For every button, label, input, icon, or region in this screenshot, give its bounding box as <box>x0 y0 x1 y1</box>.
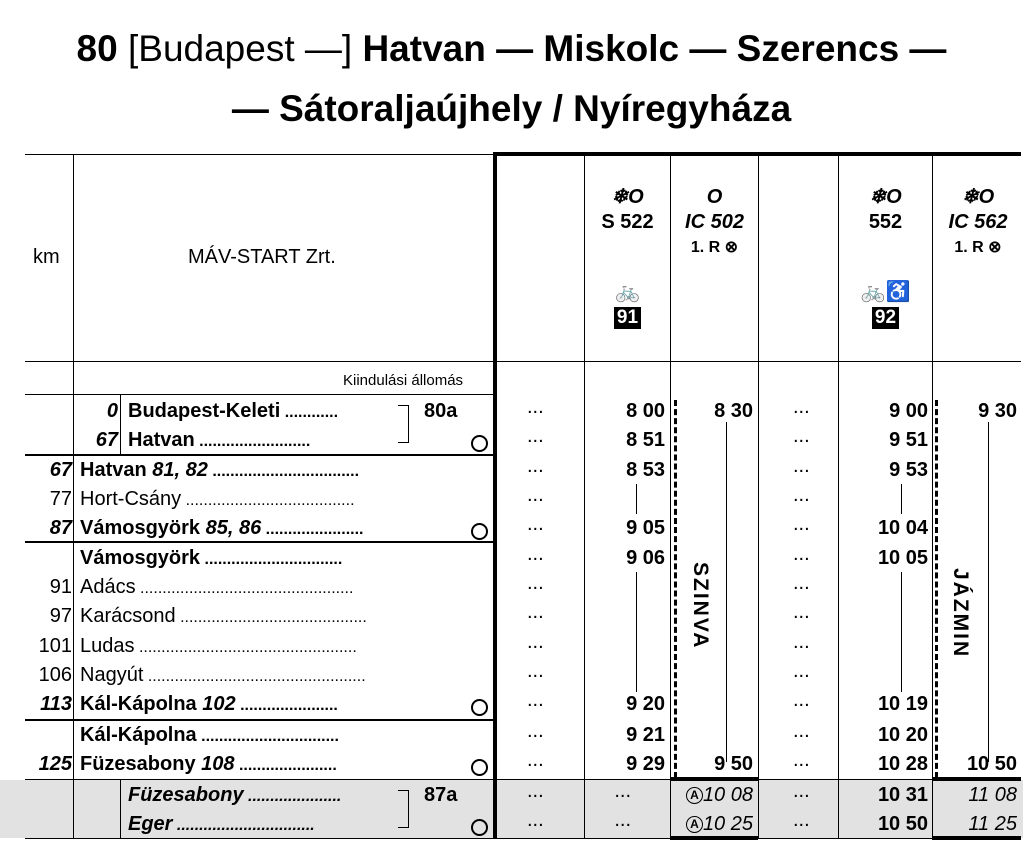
no-service: ... <box>527 780 544 802</box>
station-km: 91 <box>49 576 72 598</box>
route-badge: 92 <box>872 307 899 329</box>
time-ic502: 8 30 <box>714 400 753 422</box>
no-service: ... <box>793 631 810 653</box>
stop-marker-icon <box>471 523 488 540</box>
station-km: 67 <box>95 429 118 451</box>
no-service: ... <box>793 543 810 565</box>
time-s522: ... <box>614 809 631 831</box>
no-service: ... <box>527 660 544 682</box>
station-name: Adács ................................................ <box>80 576 354 598</box>
time-552: 9 00 <box>889 400 928 422</box>
no-service: ... <box>793 425 810 447</box>
no-service: ... <box>793 780 810 802</box>
station-name: Eger ............................... <box>128 813 315 835</box>
time-552: 9 51 <box>889 429 928 451</box>
page-title-line2: — Sátoraljaújhely / Nyíregyháza <box>231 88 792 129</box>
no-service: ... <box>527 720 544 742</box>
train-name-jazmin: JÁZMIN <box>949 568 972 659</box>
station-km: 77 <box>49 488 72 510</box>
stop-marker-icon <box>471 759 488 776</box>
time-s522: 9 20 <box>626 693 665 715</box>
station-km: 101 <box>38 635 72 657</box>
time-ic562: 11 08 <box>968 784 1017 806</box>
no-service: ... <box>793 601 810 623</box>
origin-label: Kiindulási állomás <box>343 372 464 389</box>
no-service: ... <box>793 455 810 477</box>
time-s522: 9 05 <box>626 517 665 539</box>
time-s522: 9 06 <box>626 547 665 569</box>
a-note-icon: A <box>686 816 703 833</box>
time-552: 10 31 <box>877 784 928 806</box>
no-service: ... <box>793 513 810 535</box>
no-service: ... <box>527 513 544 535</box>
no-service: ... <box>793 572 810 594</box>
no-service: ... <box>793 720 810 742</box>
operator-header: MÁV-START Zrt. <box>188 246 336 268</box>
station-name: Kál-Kápolna 102 ...................... <box>80 693 338 715</box>
time-ic562: 11 25 <box>968 813 1017 835</box>
no-service: ... <box>527 396 544 418</box>
station-name: Vámosgyörk ............................... <box>80 547 343 569</box>
time-552: 10 19 <box>877 693 928 715</box>
time-ic502: 9 50 <box>714 753 753 775</box>
train-name-szinva: SZINVA <box>689 562 712 650</box>
station-km: 0 <box>106 400 118 422</box>
station-km: 125 <box>38 753 72 775</box>
no-service: ... <box>793 749 810 771</box>
page-title-line1: 80 [Budapest —] Hatvan — Miskolc — Szerencs — <box>76 28 947 69</box>
time-552: 10 20 <box>877 724 928 746</box>
station-km: 67 <box>49 459 72 481</box>
station-name: Budapest-Keleti ............ <box>128 400 339 422</box>
no-service: ... <box>793 660 810 682</box>
train-header-ic502: O IC 502 1. R ⊗ <box>671 185 758 260</box>
stop-marker-icon <box>471 435 488 452</box>
no-service: ... <box>527 572 544 594</box>
time-552: 10 28 <box>877 753 928 775</box>
train-header-552: ❄O 552 🚲♿ 92 <box>839 185 932 330</box>
ref-table: 80a <box>424 400 458 422</box>
no-service: ... <box>527 749 544 771</box>
route-badge: 91 <box>614 307 641 329</box>
km-header: km <box>33 246 60 268</box>
a-note-icon: A <box>686 787 703 804</box>
station-name: Füzesabony ..................... <box>128 784 342 806</box>
time-s522: 8 53 <box>626 459 665 481</box>
train-header-ic562: ❄O IC 562 1. R ⊗ <box>933 185 1023 260</box>
no-service: ... <box>527 543 544 565</box>
bicycle-wheelchair-icon: 🚲♿ <box>860 281 911 303</box>
time-552: 10 05 <box>877 547 928 569</box>
time-552: 9 53 <box>889 459 928 481</box>
no-service: ... <box>793 689 810 711</box>
station-name: Karácsond .......................................... <box>80 605 367 627</box>
station-km: 97 <box>49 605 72 627</box>
time-s522: 9 29 <box>626 753 665 775</box>
time-ic562: 9 30 <box>978 400 1017 422</box>
no-service: ... <box>527 484 544 506</box>
station-name: Hatvan 81, 82 ................................. <box>80 459 360 481</box>
no-service: ... <box>527 631 544 653</box>
time-s522: ... <box>614 780 631 802</box>
station-km: 113 <box>40 693 72 715</box>
reservation-icon: 1. R ⊗ <box>690 239 739 256</box>
stop-marker-icon <box>471 819 488 836</box>
reservation-icon: 1. R ⊗ <box>954 239 1002 256</box>
bicycle-icon: 🚲 <box>615 281 640 303</box>
station-name: Kál-Kápolna ............................... <box>80 724 339 746</box>
no-service: ... <box>527 455 544 477</box>
no-service: ... <box>527 601 544 623</box>
no-service: ... <box>793 809 810 831</box>
train-header-s522: ❄O S 522 🚲 91 <box>585 185 670 330</box>
no-service: ... <box>793 396 810 418</box>
station-name: Hort-Csány ...................................... <box>80 488 355 510</box>
station-name: Füzesabony 108 ...................... <box>80 753 337 775</box>
time-ic502: A 10 25 <box>671 810 753 839</box>
station-km: 87 <box>49 517 72 539</box>
stop-marker-icon <box>471 699 488 716</box>
no-service: ... <box>527 425 544 447</box>
time-s522: 8 00 <box>626 400 665 422</box>
ref-table: 87a <box>424 784 458 806</box>
no-service: ... <box>527 689 544 711</box>
time-552: 10 50 <box>877 813 928 835</box>
station-name: Ludas ................................................. <box>80 635 357 657</box>
station-name: Hatvan ......................... <box>128 429 311 451</box>
no-service: ... <box>527 809 544 831</box>
station-name: Vámosgyörk 85, 86 ...................... <box>80 517 364 539</box>
time-ic502: A 10 08 <box>671 781 753 810</box>
station-km: 106 <box>38 664 72 686</box>
time-ic562: 10 50 <box>966 753 1017 775</box>
time-s522: 9 21 <box>626 724 665 746</box>
time-552: 10 04 <box>877 517 928 539</box>
no-service: ... <box>793 484 810 506</box>
time-s522: 8 51 <box>626 429 665 451</box>
station-name: Nagyút ................................................. <box>80 664 366 686</box>
